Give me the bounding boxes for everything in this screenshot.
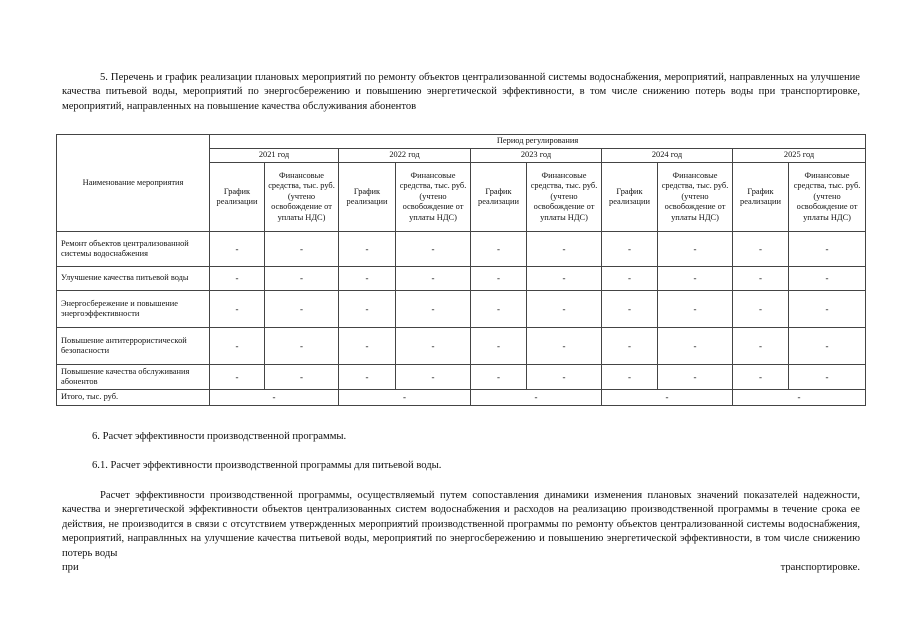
schedule-cell: - <box>339 328 396 365</box>
schedule-cell: - <box>210 328 265 365</box>
section-6-heading: 6. Расчет эффективности производственной программы. <box>92 431 347 442</box>
schedule-cell: - <box>210 291 265 328</box>
year-header: 2022 год <box>339 149 471 163</box>
schedule-cell: - <box>733 291 789 328</box>
finance-cell: - <box>265 291 339 328</box>
finance-cell: - <box>527 291 602 328</box>
schedule-cell: - <box>471 328 527 365</box>
total-cell: - <box>210 390 339 406</box>
section-6-1-heading: 6.1. Расчет эффективности производственной программы для питьевой воды. <box>92 460 442 471</box>
schedule-cell: - <box>602 291 658 328</box>
finance-cell: - <box>396 267 471 291</box>
year-header: 2024 год <box>602 149 733 163</box>
table-row <box>57 365 866 390</box>
schedule-cell: - <box>733 267 789 291</box>
finance-cell: - <box>527 267 602 291</box>
finance-subheader: Финансовые средства, тыс. руб. (учтено освобождение от уплаты НДС) <box>658 163 733 232</box>
year-header: 2021 год <box>210 149 339 163</box>
finance-cell: - <box>527 328 602 365</box>
activity-name-header: Наименование мероприятия <box>57 135 210 232</box>
total-cell: - <box>733 390 866 406</box>
table-row <box>57 267 866 291</box>
schedule-cell: - <box>339 267 396 291</box>
finance-cell: - <box>789 232 866 267</box>
year-header: 2025 год <box>733 149 866 163</box>
total-cell: - <box>471 390 602 406</box>
finance-subheader: Финансовые средства, тыс. руб. (учтено освобождение от уплаты НДС) <box>527 163 602 232</box>
finance-cell: - <box>658 232 733 267</box>
finance-cell: - <box>658 328 733 365</box>
schedule-cell: - <box>210 232 265 267</box>
schedule-subheader: График реализации <box>602 163 658 232</box>
section-5-heading: 5. Перечень и график реализации плановых мероприятий по ремонту объектов централизованной системы водоснабжения, мероприятий, направленных на улучшение качества питьевой воды, мероприятий по энергосбережению и повышению энергетической эффективности, в том числе снижению потерь воды при транспортировке, мероприятий, направленных на повышение качества обслуживания абонентов <box>62 72 860 112</box>
activity-name-cell: Улучшение качества питьевой воды <box>57 267 210 291</box>
year-header: 2023 год <box>471 149 602 163</box>
schedule-cell: - <box>471 232 527 267</box>
finance-cell: - <box>789 291 866 328</box>
schedule-cell: - <box>602 365 658 390</box>
activity-name-cell: Ремонт объектов централизованной системы водоснабжения <box>57 232 210 267</box>
finance-cell: - <box>265 328 339 365</box>
schedule-cell: - <box>471 365 527 390</box>
schedule-subheader: График реализации <box>733 163 789 232</box>
period-header: Период регулирования <box>210 135 866 149</box>
schedule-cell: - <box>733 365 789 390</box>
schedule-cell: - <box>339 365 396 390</box>
activities-plan-table <box>56 134 866 406</box>
schedule-cell: - <box>602 328 658 365</box>
finance-cell: - <box>265 267 339 291</box>
schedule-cell: - <box>602 232 658 267</box>
finance-cell: - <box>658 267 733 291</box>
finance-cell: - <box>789 267 866 291</box>
body-text-tail-right: транспортировке. <box>780 562 860 574</box>
finance-cell: - <box>396 328 471 365</box>
schedule-cell: - <box>733 232 789 267</box>
schedule-cell: - <box>339 291 396 328</box>
finance-cell: - <box>527 365 602 390</box>
efficiency-body-text <box>62 489 860 575</box>
total-cell: - <box>602 390 733 406</box>
body-text-last-line <box>62 561 860 575</box>
table-row <box>57 328 866 365</box>
finance-cell: - <box>396 232 471 267</box>
finance-cell: - <box>789 328 866 365</box>
schedule-cell: - <box>602 267 658 291</box>
finance-cell: - <box>396 291 471 328</box>
finance-cell: - <box>658 291 733 328</box>
total-cell: - <box>339 390 471 406</box>
schedule-cell: - <box>210 267 265 291</box>
finance-cell: - <box>265 365 339 390</box>
total-label: Итого, тыс. руб. <box>57 390 210 406</box>
schedule-cell: - <box>733 328 789 365</box>
schedule-cell: - <box>471 291 527 328</box>
finance-cell: - <box>789 365 866 390</box>
total-row <box>57 390 866 406</box>
schedule-subheader: График реализации <box>471 163 527 232</box>
finance-subheader: Финансовые средства, тыс. руб. (учтено освобождение от уплаты НДС) <box>396 163 471 232</box>
schedule-cell: - <box>339 232 396 267</box>
finance-cell: - <box>265 232 339 267</box>
finance-cell: - <box>527 232 602 267</box>
table-row <box>57 232 866 267</box>
finance-subheader: Финансовые средства, тыс. руб. (учтено освобождение от уплаты НДС) <box>789 163 866 232</box>
activity-name-cell: Повышение антитеррористической безопасности <box>57 328 210 365</box>
body-text-tail-left: при <box>62 562 79 574</box>
finance-cell: - <box>658 365 733 390</box>
schedule-subheader: График реализации <box>210 163 265 232</box>
finance-subheader: Финансовые средства, тыс. руб. (учтено освобождение от уплаты НДС) <box>265 163 339 232</box>
activity-name-cell: Энергосбережение и повышение энергоэффективности <box>57 291 210 328</box>
body-text-main: Расчет эффективности производственной программы, осуществляемый путем сопоставления динамики изменения плановых значений показателей надежности, качества и энергетической эффективности объектов централизованных систем водоснабжения и расходов на реализацию производственной программы в течение срока ее действия, не производится в связи с отсутствием утвержденных мероприятий производственной программы по ремонту объектов централизованной системы водоснабжения, мероприятий, направлнных на улучшение качества питьевой воды, мероприятий по энергосбережению и повышению энергетической эффективности, в том числе снижению потерь воды <box>62 490 860 559</box>
activity-name-cell: Повышение качества обслуживания абонентов <box>57 365 210 390</box>
finance-cell: - <box>396 365 471 390</box>
schedule-subheader: График реализации <box>339 163 396 232</box>
table-row <box>57 291 866 328</box>
schedule-cell: - <box>210 365 265 390</box>
schedule-cell: - <box>471 267 527 291</box>
